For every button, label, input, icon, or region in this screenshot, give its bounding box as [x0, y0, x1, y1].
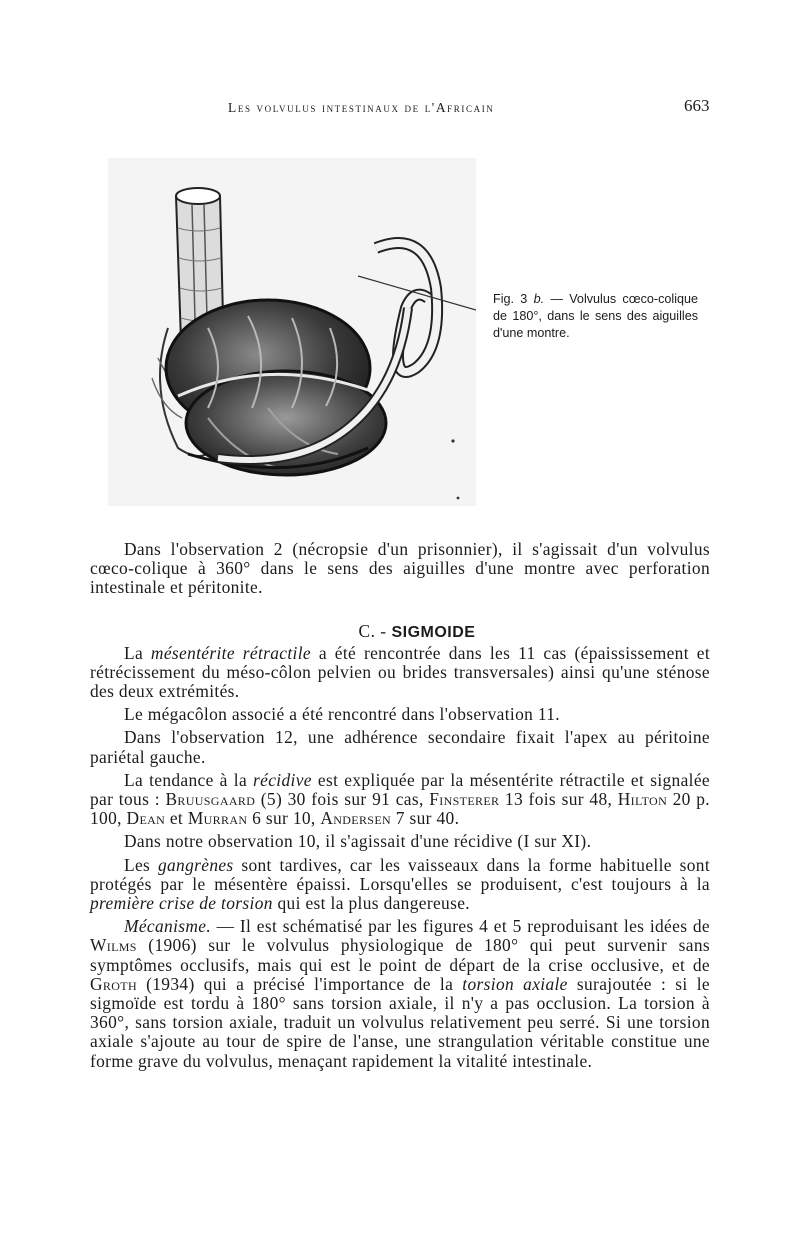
paragraph-mesenterite: La mésentérite rétractile a été rencontrée dans les 11 cas (épaississement et rétrécissement du méso-côlon pelvien ou brides transversales) ainsi qu'une sténose des deux extrémités.: [90, 642, 710, 702]
paragraph-mecanisme: Mécanisme. — Il est schématisé par les figures 4 et 5 reproduisant les idées de Wilms (1906) sur le volvulus physiologique de 180° qui peut survenir sans symptômes occlusifs, mais qui est le point de départ de la crise occlusive, et de Groth (1934) qui a précisé l'importance de la torsion axiale surajoutée : si le sigmoïde est tordu à 180° sans torsion axiale, il n'y a pas occlusion. La torsion à 360°, sans torsion axiale, traduit un volvulus relativement peu serré. Si une torsion axiale s'ajoute au tour de spire de l'anse, une strangulation véritable constitue une forme grave du volvulus, menaçant rapidement la vitalité intestinale.: [90, 916, 710, 1071]
section-name: SIGMOIDE: [391, 623, 476, 641]
running-title: Les volvulus intestinaux de l'Africain: [228, 100, 495, 115]
figure-illustration: [108, 158, 476, 506]
figure-caption: [493, 291, 698, 342]
paragraph-observation-10: Dans notre observation 10, il s'agissait d'une récidive (I sur XI).: [124, 831, 592, 852]
section-letter: C. -: [358, 620, 392, 641]
leader-line: [358, 276, 476, 310]
paragraph-observation-12: Dans l'observation 12, une adhérence secondaire fixait l'apex au péritoine pariétal gauche.: [90, 727, 710, 767]
section-heading: [90, 620, 710, 644]
caption-letter: b.: [533, 292, 545, 306]
page-number: 663: [684, 96, 710, 115]
twisted-cecum: [166, 300, 386, 475]
running-header: [0, 96, 800, 120]
paragraph-recidive: La tendance à la récidive est expliquée par la mésentérite rétractile et signalée par tous : Bruusgaard (5) 30 fois sur 91 cas, Finsterer 13 fois sur 48, Hilton 20 p. 100, Dean et Murran 6 sur 10, Andersen 7 sur 40.: [90, 769, 710, 829]
paragraph-megacolon: Le mégacôlon associé a été rencontré dans l'observation 11.: [124, 704, 561, 725]
volvulus-drawing: [108, 158, 476, 506]
caption-label: Fig. 3: [493, 292, 528, 306]
body-text: [90, 540, 710, 1071]
caption-text: — Volvulus cœco-colique de 180°, dans le sens des aiguilles d'une montre.: [493, 292, 699, 340]
paragraph-observation-2: Dans l'observation 2 (nécropsie d'un prisonnier), il s'agissait d'un volvulus cœco-colique à 360° dans le sens des aiguilles d'une montre avec perforation intestinale et péritonite.: [90, 539, 710, 598]
paragraph-gangrenes: Les gangrènes sont tardives, car les vaisseaux dans la forme habituelle sont protégés par le mésentère épaissi. Lorsqu'elles se produisent, c'est toujours à la première crise de torsion qui est la plus dangereuse.: [90, 854, 710, 914]
